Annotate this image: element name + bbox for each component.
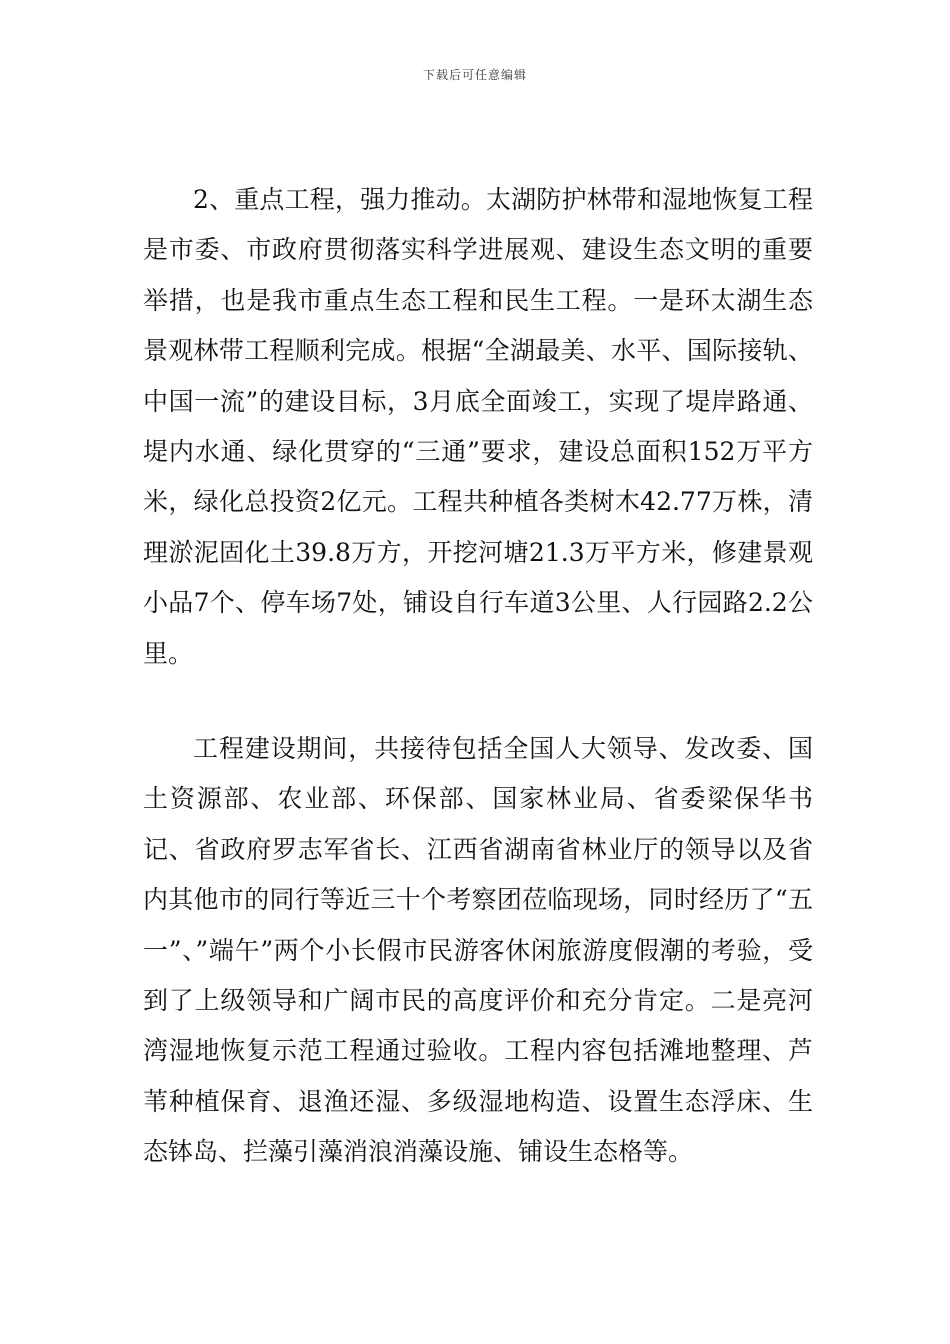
body-paragraph-1: 2、重点工程，强力推动。太湖防护林带和湿地恢复工程是市委、市政府贯彻落实科学进展观、建设生态文明的重要举措，也是我市重点生态工程和民生工程。一是环太湖生态景观林带工程顺利完成。根据“全湖最美、水平、国际接轨、中国一流”的建设目标，3月底全面竣工，实现了堤岸路通、堤内水通、绿化贯穿的“三通”要求，建设总面积152万平方米，绿化总投资2亿元。工程共种植各类树木42.77万株，清理淤泥固化土39.8万方，开挖河塘21.3万平方米，修建景观小品7个、停车场7处，铺设自行车道3公里、人行园路2.2公里。 — [143, 185, 813, 668]
body-paragraph-2: 工程建设期间，共接待包括全国人大领导、发改委、国土资源部、农业部、环保部、国家林业局、省委梁保华书记、省政府罗志军省长、江西省湖南省林业厅的领导以及省内其他市的同行等近三十个考察团莅临现场，同时经历了“五一”、”端午”两个小长假市民游客休闲旅游度假潮的考验，受到了上级领导和广阔市民的高度评价和充分肯定。二是亮河湾湿地恢复示范工程通过验收。工程内容包括滩地整理、芦苇种植保育、退渔还湿、多级湿地构造、设置生态浮床、生态钵岛、拦藻引藻消浪消藻设施、铺设生态格等。 — [143, 734, 813, 1167]
page-header-note: 下载后可任意编辑 — [422, 68, 527, 82]
